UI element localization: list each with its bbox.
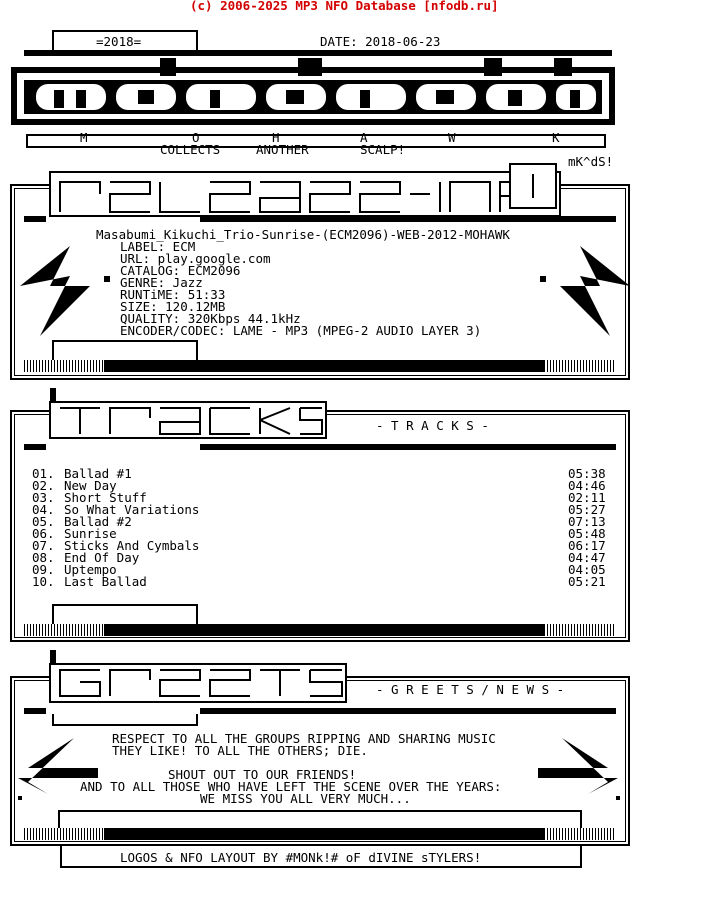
release-dither-right: [544, 360, 616, 372]
track-duration: 05:21: [568, 574, 606, 589]
mohawk-letter-m: M: [80, 130, 88, 145]
release-bar-right: [200, 216, 616, 222]
greets-line-3: SHOUT OUT TO OUR FRIENDS!: [168, 767, 357, 782]
track-number: 05.: [32, 514, 55, 529]
release-info-logo: [50, 164, 560, 224]
greets-heading: - G R E E T S / N E W S -: [376, 682, 565, 697]
date-label: DATE: 2018-06-23: [320, 34, 441, 49]
site-header[interactable]: (c) 2006-2025 MP3 NFO Database [nfodb.ru]: [190, 0, 499, 13]
track-number: 03.: [32, 490, 55, 505]
track-title: Short Stuff: [64, 490, 147, 505]
track-number: 01.: [32, 466, 55, 481]
tracks-dither-right: [544, 624, 616, 636]
track-duration: 06:17: [568, 538, 606, 553]
greets-dither-left: [24, 828, 104, 840]
track-number: 07.: [32, 538, 55, 553]
greets-logo: [50, 650, 350, 710]
greets-line-1: RESPECT TO ALL THE GROUPS RIPPING AND SHARING MUSIC: [112, 731, 496, 746]
tracks-bar-right: [200, 444, 616, 450]
track-number: 09.: [32, 562, 55, 577]
artist-tag: mK^dS!: [568, 154, 614, 169]
release-bottom-tab: [52, 340, 198, 360]
footer-credits: LOGOS & NFO LAYOUT BY #MONk!# oF dIVINE sTYLERS!: [120, 850, 482, 865]
release-genre: GENRE: Jazz: [120, 275, 203, 290]
track-number: 10.: [32, 574, 55, 589]
year-label: =2018=: [96, 34, 142, 49]
track-title: End Of Day: [64, 550, 140, 565]
release-dither-left: [24, 360, 104, 372]
release-quality: QUALITY: 320Kbps 44.1kHz: [120, 311, 301, 326]
track-number: 02.: [32, 478, 55, 493]
track-number: 04.: [32, 502, 55, 517]
track-duration: 05:38: [568, 466, 606, 481]
tracks-bottom-tab: [52, 604, 198, 624]
track-number: 08.: [32, 550, 55, 565]
track-number: 06.: [32, 526, 55, 541]
track-title: Sticks And Cymbals: [64, 538, 200, 553]
tracks-bottom-bar: [104, 624, 544, 636]
header-bar: [24, 50, 612, 56]
track-duration: 05:27: [568, 502, 606, 517]
track-duration: 04:05: [568, 562, 606, 577]
track-title: Ballad #2: [64, 514, 132, 529]
track-duration: 04:46: [568, 478, 606, 493]
mohawk-letter-o: O: [192, 130, 200, 145]
tagline-another: ANOTHER: [256, 142, 309, 157]
tagline-scalp: SCALP!: [360, 142, 406, 157]
track-title: Last Ballad: [64, 574, 147, 589]
greets-bottom-tab: [58, 810, 582, 828]
release-bar-left: [24, 216, 46, 222]
mohawk-logo: [14, 58, 614, 130]
release-left-ornament: [20, 246, 110, 342]
release-encoder: ENCODER/CODEC: LAME - MP3 (MPEG-2 AUDIO LAYER 3): [120, 323, 482, 338]
mohawk-letter-w: W: [448, 130, 456, 145]
release-bottom-bar: [104, 360, 544, 372]
release-url[interactable]: URL: play.google.com: [120, 251, 271, 266]
greets-bottom-bar: [104, 828, 544, 840]
track-duration: 02:11: [568, 490, 606, 505]
mohawk-letter-frame: [26, 130, 606, 148]
greets-line-4: AND TO ALL THOSE WHO HAVE LEFT THE SCENE OVER THE YEARS:: [80, 779, 502, 794]
greets-left-ornament: [18, 738, 108, 802]
tracks-heading: - T R A C K S -: [376, 418, 489, 433]
greets-dither-right: [544, 828, 616, 840]
mohawk-letter-h: H: [272, 130, 280, 145]
release-right-ornament: [540, 246, 630, 342]
greets-line-2: THEY LIKE! TO ALL THE OTHERS; DIE.: [112, 743, 368, 758]
track-title: Uptempo: [64, 562, 117, 577]
track-duration: 05:48: [568, 526, 606, 541]
tagline-collects: COLLECTS: [160, 142, 221, 157]
mohawk-letter-k: K: [552, 130, 560, 145]
track-duration: 04:47: [568, 550, 606, 565]
greets-bar-left: [24, 708, 46, 714]
greets-bar-right: [200, 708, 616, 714]
release-size: SIZE: 120.12MB: [120, 299, 226, 314]
greets-top-tab: [52, 714, 198, 726]
release-name: Masabumi_Kikuchi_Trio-Sunrise-(ECM2096)-WEB-2012-MOHAWK: [96, 227, 510, 242]
tracks-logo: [50, 388, 330, 444]
track-title: So What Variations: [64, 502, 200, 517]
release-runtime: RUNTiME: 51:33: [120, 287, 226, 302]
release-label: LABEL: ECM: [120, 239, 196, 254]
track-title: New Day: [64, 478, 117, 493]
greets-line-5: WE MISS YOU ALL VERY MUCH...: [200, 791, 411, 806]
greets-right-ornament: [528, 738, 624, 802]
track-title: Sunrise: [64, 526, 117, 541]
track-title: Ballad #1: [64, 466, 132, 481]
mohawk-letter-a: A: [360, 130, 368, 145]
tracks-bar-left: [24, 444, 46, 450]
track-duration: 07:13: [568, 514, 606, 529]
tracks-dither-left: [24, 624, 104, 636]
release-catalog: CATALOG: ECM2096: [120, 263, 241, 278]
